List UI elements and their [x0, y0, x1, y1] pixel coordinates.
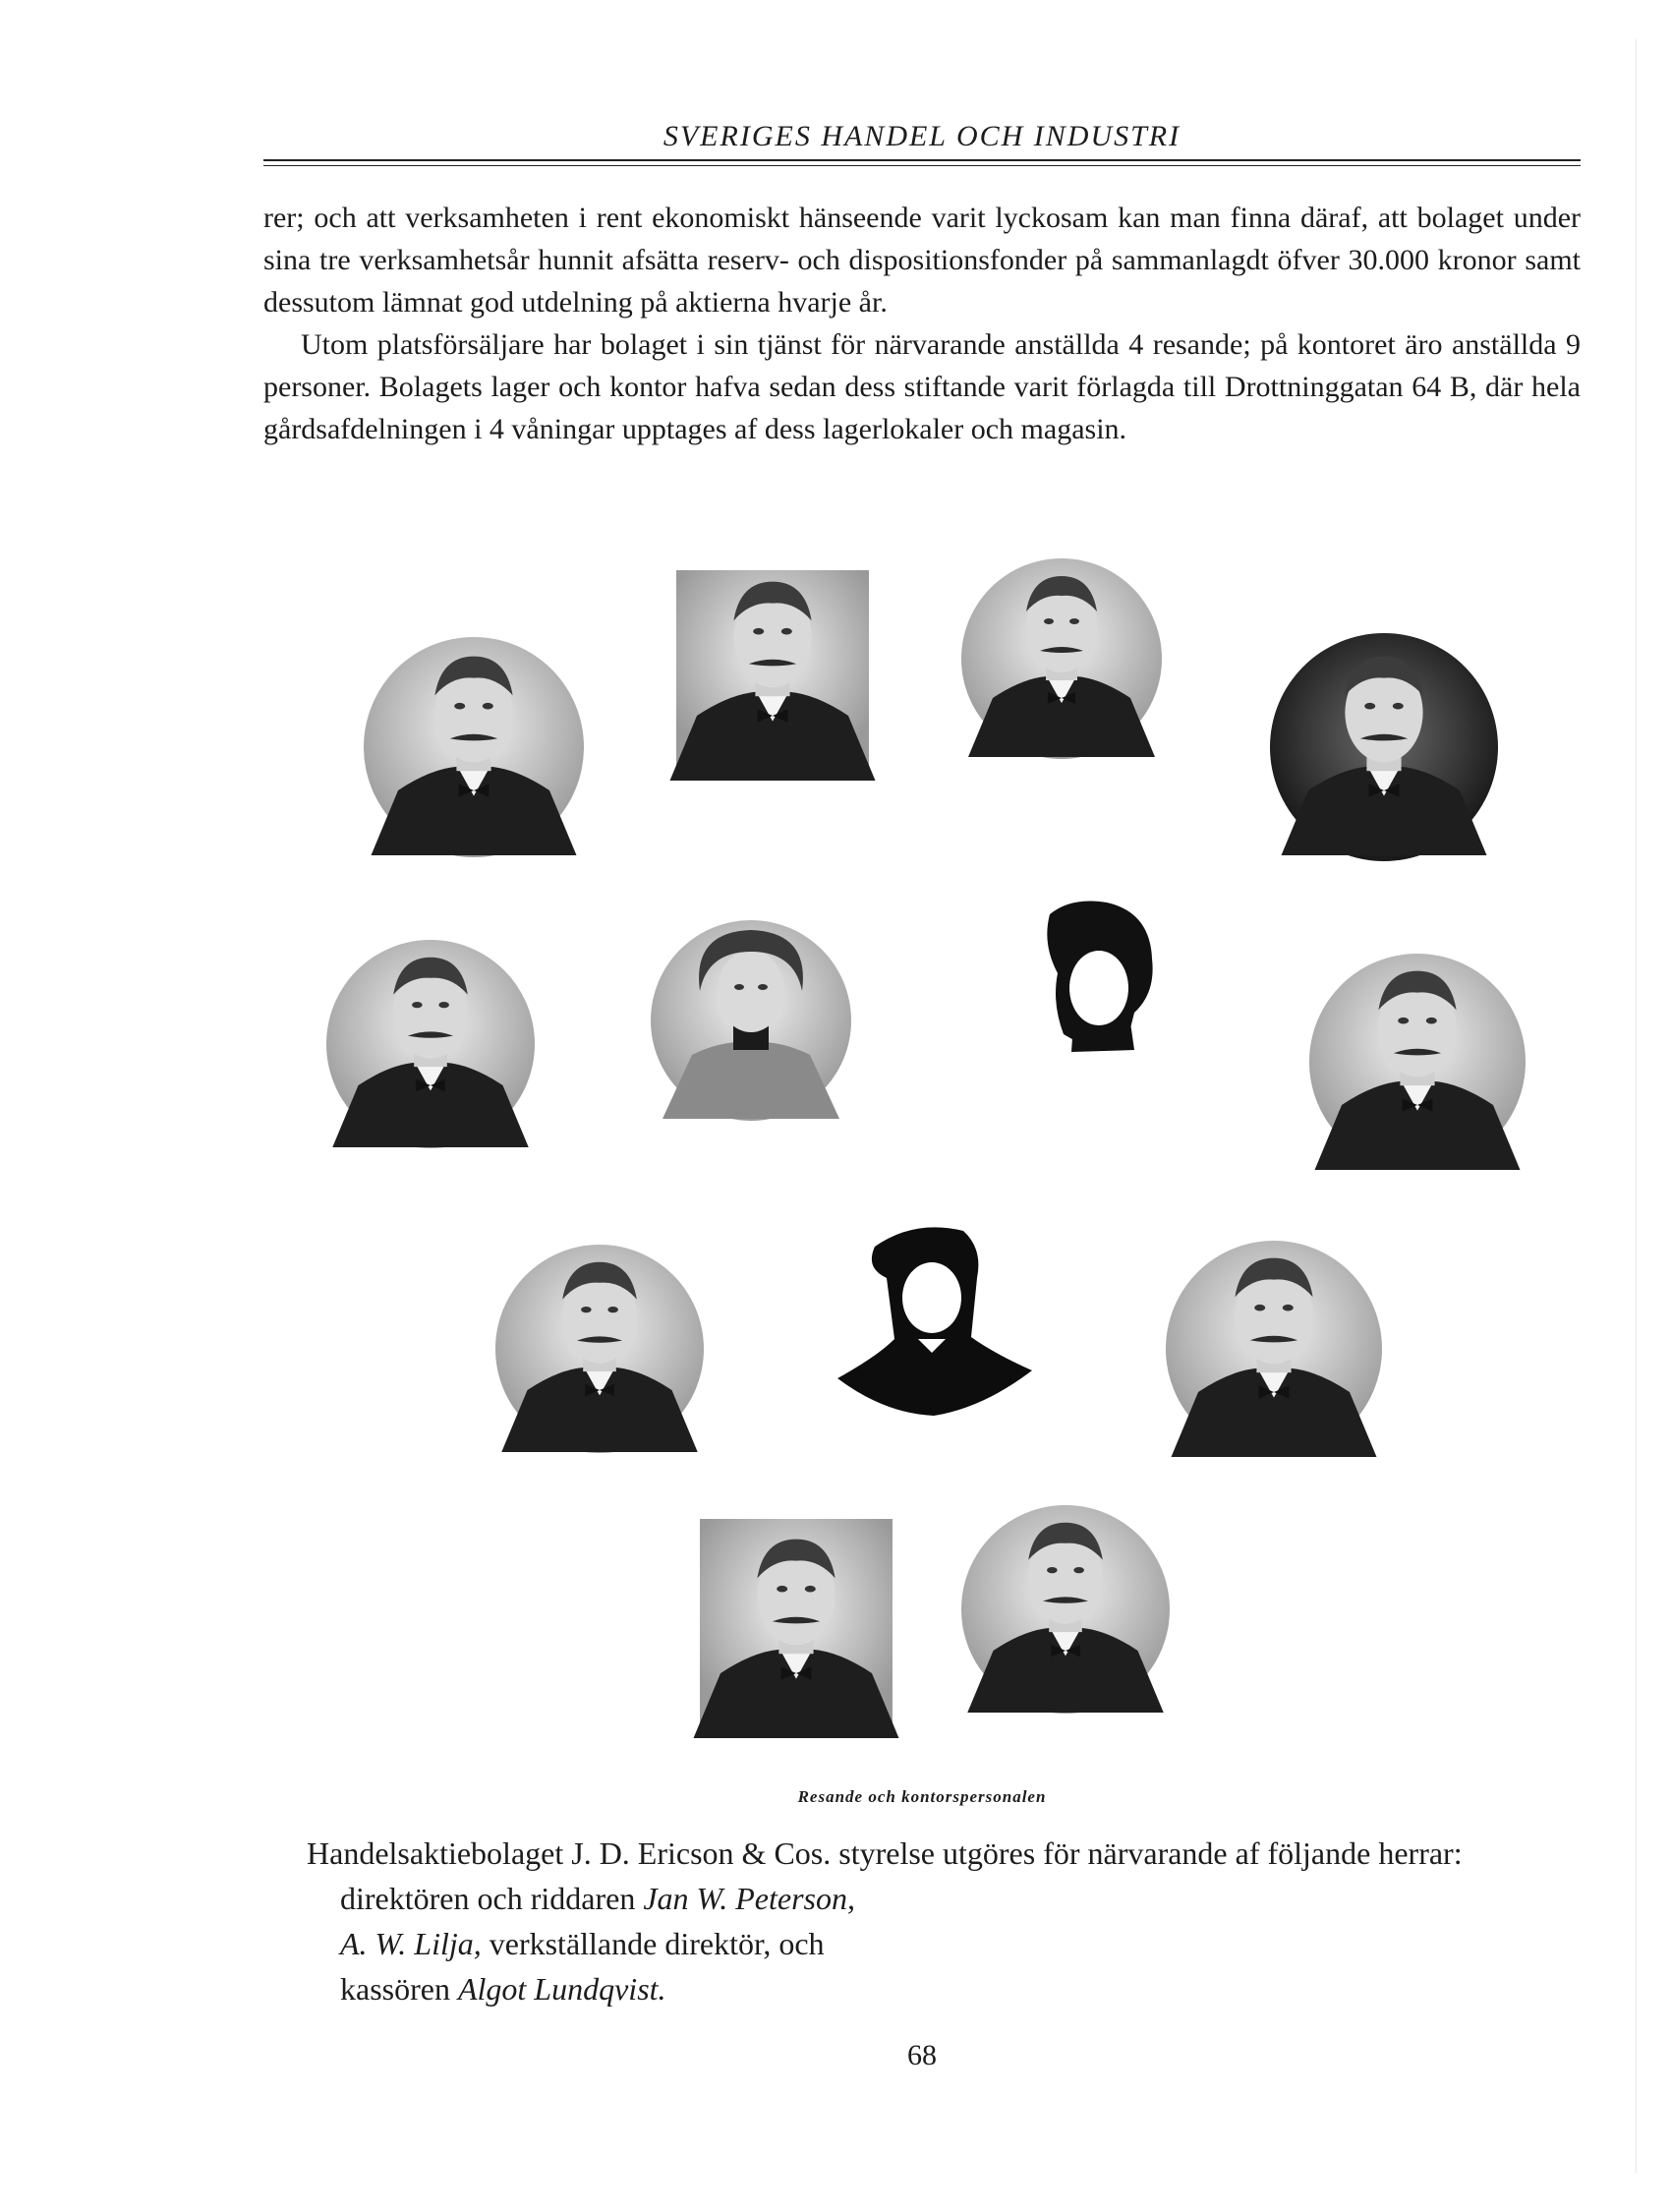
portrait-10 — [837, 1227, 1032, 1416]
portrait-7 — [1047, 902, 1152, 1053]
portrait-2 — [670, 570, 876, 781]
portrait-6 — [651, 920, 851, 1121]
board-intro: Handelsaktiebolaget J. D. Ericson & Cos. styrelse utgöres för närvarande af följande herrar: — [307, 1835, 1463, 1871]
figure-caption: Resande och kontorspersonalen — [797, 1787, 1047, 1806]
paragraph-1: rer; och att verksamheten i rent ekonomiskt hänseende varit lyckosam kan man finna däraf, att bolaget under sina tre verksamhetsår hunnit afsätta reserv- och dispositionsfonder på sammanlagdt öfver 30.000 kronor samt dessutom lämnat god utdelning på aktierna hvarje år. — [263, 202, 1581, 319]
header-rule-thin — [263, 165, 1581, 166]
portrait-1 — [364, 637, 584, 857]
portrait-4 — [1270, 633, 1498, 861]
portrait-11 — [1166, 1241, 1382, 1457]
page-edge-line — [1636, 39, 1637, 2173]
portrait-9 — [495, 1245, 704, 1453]
portrait-3 — [961, 558, 1162, 759]
portrait-13 — [961, 1505, 1170, 1714]
running-head: SVERIGES HANDEL OCH INDUSTRI — [663, 120, 1181, 152]
board-member-1: direktören och riddaren Jan W. Peterson, — [340, 1881, 855, 1916]
header-rule — [263, 159, 1581, 161]
portrait-5 — [326, 940, 535, 1148]
member-name: Algot Lundqvist. — [457, 1971, 666, 2007]
paragraph-2: Utom platsförsäljare har bolaget i sin tjänst för närvarande anställda 4 resande; på kontoret äro anställda 9 personer. Bolagets lager och kontor hafva sedan dess stiftande varit förlagda till Drottninggatan 64 B, där hela gårdsafdelningen i 4 våningar upptages af dess lagerlokaler och magasin. — [263, 328, 1581, 445]
portrait-12 — [694, 1519, 899, 1738]
member-name: Jan W. Peterson, — [643, 1881, 855, 1916]
member-name: A. W. Lilja, — [340, 1926, 482, 1961]
board-members — [263, 1876, 1581, 2011]
page-number: 68 — [907, 2039, 937, 2071]
board-member-2: A. W. Lilja, verkställande direktör, och — [340, 1926, 825, 1961]
portrait-8 — [1309, 954, 1526, 1170]
body-text — [263, 197, 1581, 450]
board-member-3: kassören Algot Lundqvist. — [340, 1971, 666, 2007]
board-section — [263, 1831, 1581, 2011]
